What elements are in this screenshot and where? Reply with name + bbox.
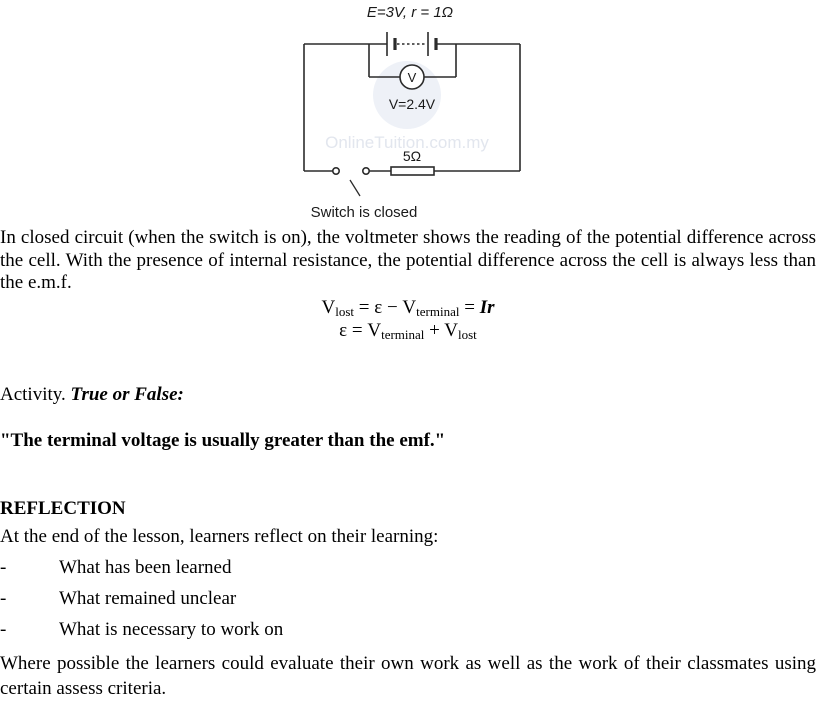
cell-symbol xyxy=(387,32,436,56)
equation-v-lost: $V_{lost} = \varepsilon - V_{terminal} = Ir$ xyxy=(321,297,495,319)
figure-caption: Switch is closed xyxy=(310,204,418,221)
list-item-text: What has been learned xyxy=(59,557,232,578)
bullet-marker: - xyxy=(0,557,7,578)
activity-line: Activity. True or False: xyxy=(0,384,184,405)
voltmeter-reading: V=2.4V xyxy=(388,96,436,112)
voltmeter xyxy=(400,65,424,89)
resistor-symbol xyxy=(391,167,434,175)
voltmeter-symbol: V xyxy=(407,70,417,85)
bullet-marker: - xyxy=(0,619,7,640)
list-item-text: What remained unclear xyxy=(59,588,237,609)
reflection-closing: Where possible the learners could evaluate their own work as well as the work of their classmates using certain assess criteria. xyxy=(0,653,816,699)
reflection-heading: REFLECTION xyxy=(0,498,126,519)
activity-statement: "The terminal voltage is usually greater than the emf." xyxy=(0,430,446,451)
svg-text:OnlineTuition.com.my: OnlineTuition.com.my xyxy=(325,133,489,152)
switch-symbol xyxy=(333,168,369,196)
explanation-paragraph: In closed circuit (when the switch is on), the voltmeter shows the reading of the potential difference across the cell. With the presence of internal resistance, the potential difference across the cell is always less than the e.m.f. xyxy=(0,227,816,293)
resistor-label: 5Ω xyxy=(402,148,422,164)
list-item-text: What is necessary to work on xyxy=(59,619,284,640)
reflection-intro: At the end of the lesson, learners reflect on their learning: xyxy=(0,526,439,547)
circuit-diagram xyxy=(280,0,538,226)
equation-emf: $\varepsilon = V_{terminal} + V_{lost}$ xyxy=(339,320,477,342)
emf-label: E=3V, r = 1Ω xyxy=(366,4,454,21)
bullet-marker: - xyxy=(0,588,7,609)
